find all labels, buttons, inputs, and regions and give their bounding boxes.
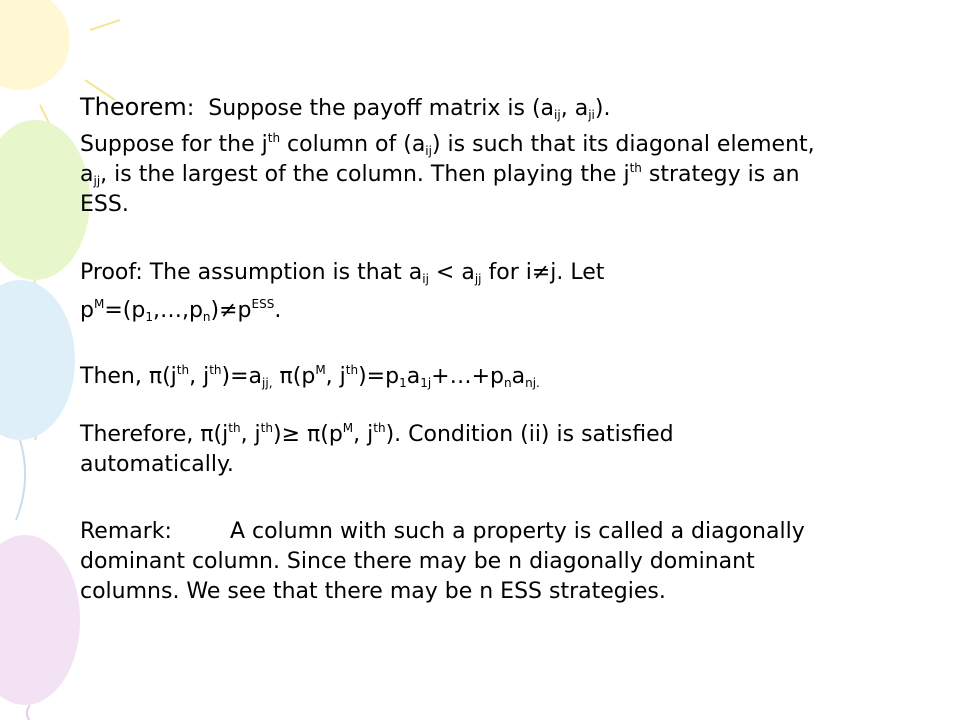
assumption-line-2: $a_{jj}$, is the largest of the column. Then playing the $j^{th}$ strategy is an <box>80 161 800 188</box>
assumption-line-3: ESS. <box>80 192 129 217</box>
theorem-word: Theorem <box>80 93 187 121</box>
then-line: Then, $\pi(j^{th}$, $j^{th})=a_{jj,}$ $\pi(p^M$, $j^{th})=p_1a_{1j}+\dots+p_na_{nj.}$ <box>80 363 540 390</box>
proof-line-2: $p^M=(p_1,\dots,p_n)\ne p^{ESS}$. <box>80 297 282 324</box>
proof-line-1: Proof: The assumption is that $a_{ij} < a_{jj}$ for i≠j. Let <box>80 260 605 286</box>
therefore-line-1: Therefore, $\pi(j^{th}$, $j^{th})\ge \pi(p^M$, $j^{th}$). Condition (ii) is satisfied <box>80 421 674 447</box>
remark-paragraph <box>80 517 920 607</box>
therefore-line-2: automatically. <box>80 452 234 477</box>
assumption-line-1: Suppose for the $j^{th}$ column of $(a_{ij})$ is such that its diagonal element, <box>80 131 815 158</box>
assumption-paragraph <box>80 130 920 220</box>
remark-line-1: Remark: A column with such a property is called a diagonally <box>80 519 805 544</box>
remark-line-2: dominant column. Since there may be n diagonally dominant <box>80 549 755 574</box>
theorem-heading: Theorem: Suppose the payoff matrix is ($a_{ij}$, $a_{ji}$). <box>80 93 611 122</box>
remark-label: Remark: <box>80 519 172 544</box>
remark-line-3: columns. We see that there may be n ESS strategies. <box>80 579 666 604</box>
proof-paragraph <box>80 258 920 326</box>
therefore-paragraph <box>80 420 920 480</box>
